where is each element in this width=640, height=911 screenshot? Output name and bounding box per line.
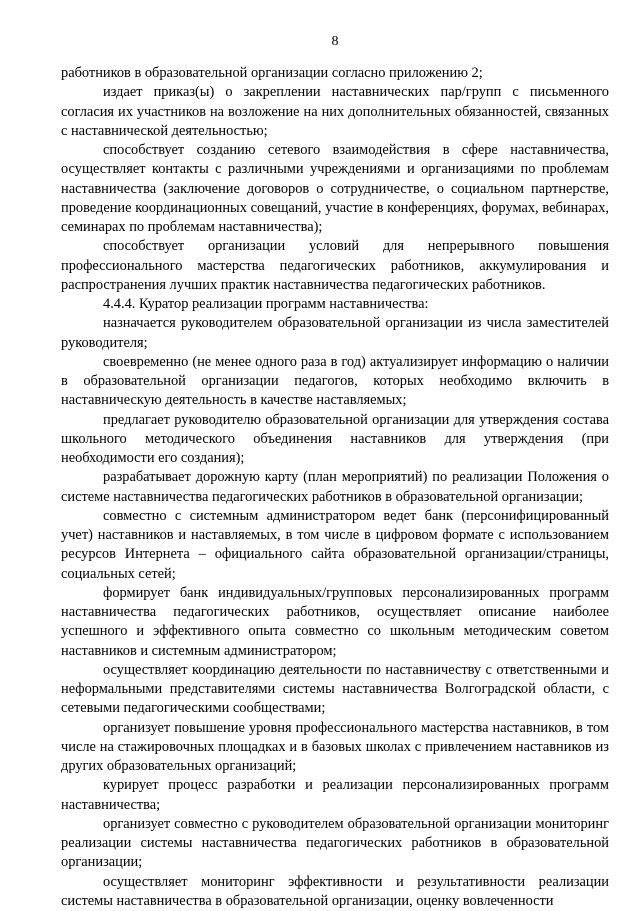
paragraph: издает приказ(ы) о закреплении наставнических пар/групп с письменного согласия их участников на возложение на них дополнительных обязанностей, связанных с наставнической деятельностью; xyxy=(61,83,609,141)
paragraph: предлагает руководителю образовательной организации для утверждения состава школьного методического объединения наставников для утверждения (при необходимости его создания); xyxy=(61,411,609,469)
paragraph: работников в образовательной организации согласно приложению 2; xyxy=(61,64,609,83)
paragraph: организует повышение уровня профессионального мастерства наставников, в том числе на стажировочных площадках и в базовых школах с привлечением наставников из других образовательных организаций; xyxy=(61,719,609,777)
paragraph: назначается руководителем образовательной организации из числа заместителей руководителя; xyxy=(61,314,609,353)
paragraph: курирует процесс разработки и реализации персонализированных программ наставничества; xyxy=(61,776,609,815)
paragraph: способствует созданию сетевого взаимодействия в сфере наставничества, осуществляет контакты с различными учреждениями и организациями по проблемам наставничества (заключение договоров о сотрудничестве, о социальном партнерстве, проведение координационных совещаний, участие в конференциях, форумах, вебинарах, семинарах по проблемам наставничества); xyxy=(61,141,609,237)
section-heading: 4.4.4. Куратор реализации программ наставничества: xyxy=(61,295,609,314)
paragraph: своевременно (не менее одного раза в год) актуализирует информацию о наличии в образовательной организации педагогов, которых необходимо включить в наставническую деятельность в качестве наставляемых; xyxy=(61,353,609,411)
document-body xyxy=(61,64,609,911)
paragraph: разрабатывает дорожную карту (план мероприятий) по реализации Положения о системе наставничества педагогических работников в образовательной организации; xyxy=(61,468,609,507)
paragraph: организует совместно с руководителем образовательной организации мониторинг реализации системы наставничества педагогических работников в образовательной организации; xyxy=(61,815,609,873)
paragraph: осуществляет координацию деятельности по наставничеству с ответственными и неформальными представителями системы наставничества Волгоградской области, с сетевыми педагогическими сообществами; xyxy=(61,661,609,719)
paragraph: способствует организации условий для непрерывного повышения профессионального мастерства педагогических работников, аккумулирования и распространения лучших практик наставничества педагогических работников. xyxy=(61,237,609,295)
paragraph: совместно с системным администратором ведет банк (персонифицированный учет) наставников и наставляемых, в том числе в цифровом формате с использованием ресурсов Интернета – официального сайта образовательной организации/страницы, социальных сетей; xyxy=(61,507,609,584)
paragraph: осуществляет мониторинг эффективности и результативности реализации системы наставничества в образовательной организации, оценку вовлеченности xyxy=(61,873,609,911)
document-page xyxy=(61,0,609,905)
page-number: 8 xyxy=(61,34,609,50)
paragraph: формирует банк индивидуальных/групповых персонализированных программ наставничества педагогических работников, осуществляет описание наиболее успешного и эффективного опыта совместно со школьным методическим советом наставников и системным администратором; xyxy=(61,584,609,661)
